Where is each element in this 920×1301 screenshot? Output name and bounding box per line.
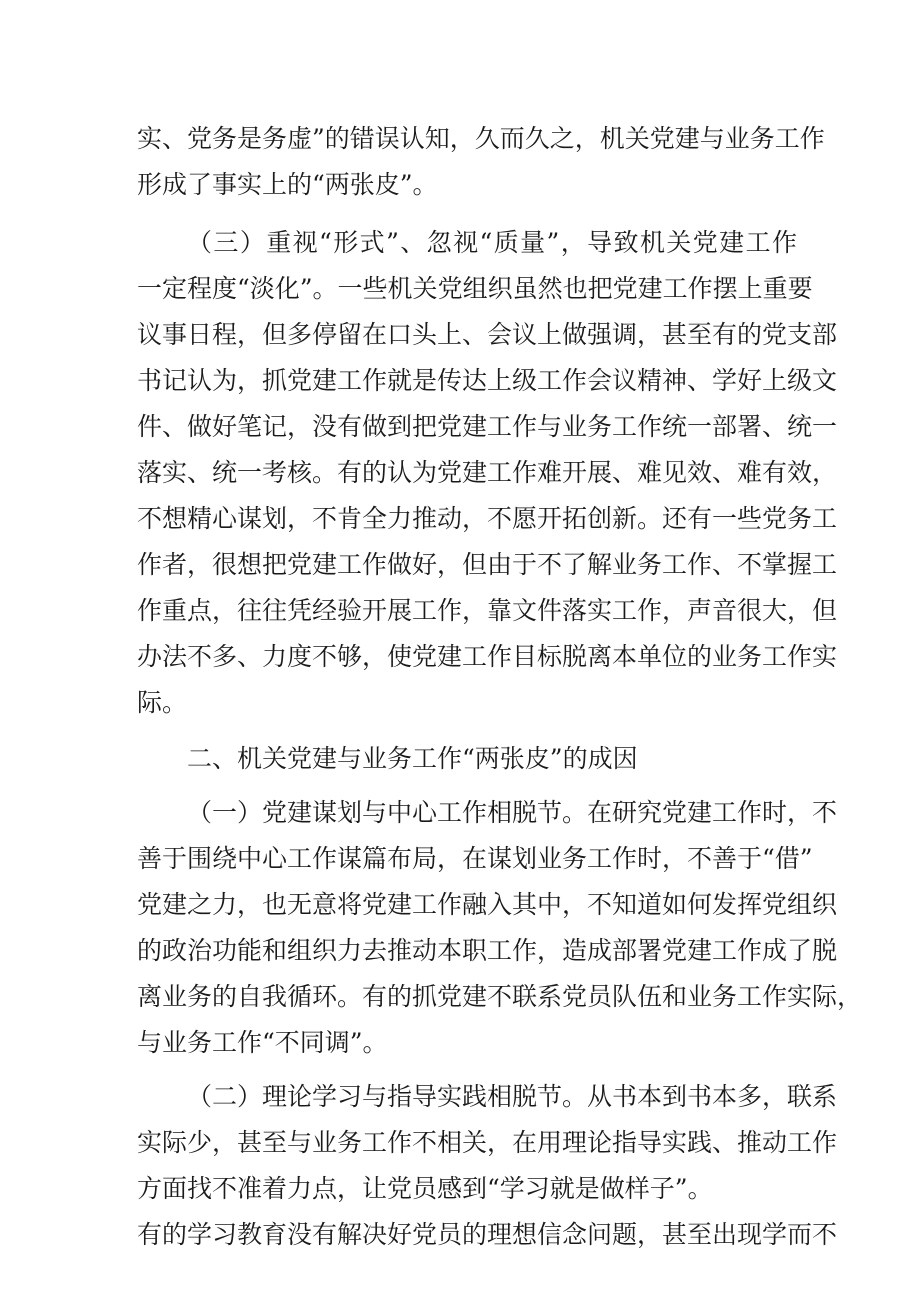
text-line: 形成了事实上的“两张皮”。 (137, 170, 438, 199)
section-heading-line: （一）党建谋划与中心工作相脱节。在研究党建工作时，不 (187, 798, 838, 827)
text-line: 实际少，甚至与业务工作不相关，在用理论指导实践、推动工作 (137, 1128, 838, 1157)
text-line: 落实、统一考核。有的认为党建工作难开展、难见效、难有效， (137, 458, 838, 487)
text-line: 作重点，往往凭经验开展工作，靠文件落实工作，声音很大，但 (137, 596, 838, 625)
text-line: 件、做好笔记，没有做到把党建工作与业务工作统一部署、统一 (137, 412, 838, 441)
text-line: 实、党务是务虚”的错误认知，久而久之，机关党建与业务工作 (137, 124, 825, 153)
text-line: 的政治功能和组织力去推动本职工作，造成部署党建工作成了脱 (137, 936, 838, 965)
section-heading-line: （三）重视“形式”、忽视“质量”，导致机关党建工作 (187, 228, 797, 257)
section-heading-line: 二、机关党建与业务工作“两张皮”的成因 (187, 744, 638, 773)
text-line: 离业务的自我循环。有的抓党建不联系党员队伍和业务工作实际， (137, 982, 863, 1011)
text-line: 方面找不准着力点，让党员感到“学习就是做样子”。 (137, 1174, 713, 1203)
text-line: 一定程度“淡化”。一些机关党组织虽然也把党建工作摆上重要 (137, 274, 813, 303)
text-line: 有的学习教育没有解决好党员的理想信念问题，甚至出现学而不 (137, 1220, 838, 1249)
text-line: 与业务工作“不同调”。 (137, 1028, 388, 1057)
text-line: 办法不多、力度不够，使党建工作目标脱离本单位的业务工作实 (137, 642, 838, 671)
text-line: 作者，很想把党建工作做好，但由于不了解业务工作、不掌握工 (137, 550, 838, 579)
text-line: 际。 (137, 688, 188, 717)
text-line: 党建之力，也无意将党建工作融入其中，不知道如何发挥党组织 (137, 890, 838, 919)
text-line: 议事日程，但多停留在口头上、会议上做强调，甚至有的党支部 (137, 320, 838, 349)
section-heading-line: （二）理论学习与指导实践相脱节。从书本到书本多，联系 (187, 1082, 838, 1111)
text-line: 不想精心谋划，不肯全力推动，不愿开拓创新。还有一些党务工 (137, 504, 838, 533)
text-line: 书记认为，抓党建工作就是传达上级工作会议精神、学好上级文 (137, 366, 838, 395)
text-line: 善于围绕中心工作谋篇布局，在谋划业务工作时，不善于“借” (137, 844, 813, 873)
